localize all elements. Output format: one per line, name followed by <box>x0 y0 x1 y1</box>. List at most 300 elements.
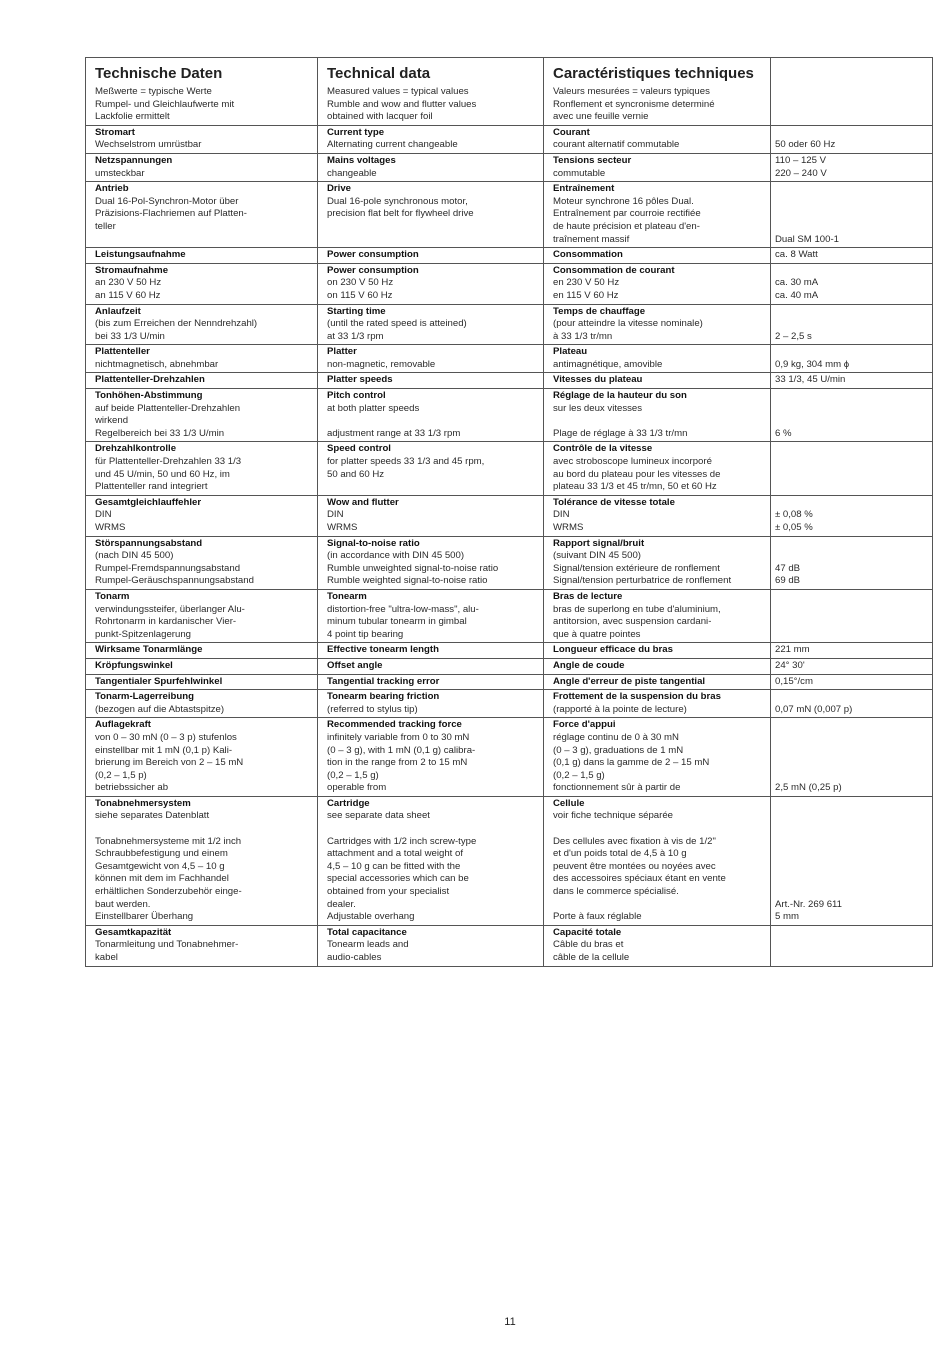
spec-title-fr: Angle d'erreur de piste tangential <box>553 675 706 687</box>
spec-value-cell <box>771 690 933 718</box>
spec-line-fr: Câble du bras et <box>553 939 624 951</box>
spec-line-fr: câble de la cellule <box>553 952 630 963</box>
spec-line-fr: réglage continu de 0 à 30 mN <box>553 731 679 743</box>
spec-value-cell <box>771 153 933 181</box>
spec-line-en: (referred to stylus tip) <box>327 703 418 715</box>
spec-value-cell <box>771 925 933 966</box>
spec-line-de: DIN <box>95 509 112 521</box>
spec-cell-de <box>86 796 318 925</box>
spec-row <box>86 495 933 536</box>
spec-value: ± 0,05 % <box>775 522 813 533</box>
spec-value: 2,5 mN (0,25 p) <box>775 782 842 794</box>
spec-line-fr: Porte à faux réglable <box>553 911 642 923</box>
spec-line-en: (in accordance with DIN 45 500) <box>327 550 465 562</box>
spec-line-en: DIN <box>327 509 344 521</box>
spec-line-en: minum tubular tonearm in gimbal <box>327 616 467 628</box>
spec-line-fr: en 115 V 60 Hz <box>553 289 619 301</box>
spec-line-en: changeable <box>327 167 377 179</box>
spec-title-de: Plattenteller-Drehzahlen <box>95 374 205 386</box>
spec-line-fr: (0,1 g) dans la gamme de 2 – 15 mN <box>553 757 710 769</box>
spec-value: ± 0,08 % <box>775 509 813 521</box>
spec-line-fr: (rapporté à la pointe de lecture) <box>553 703 687 715</box>
spec-line-de: siehe separates Datenblatt <box>95 810 210 822</box>
spec-title-fr: Réglage de la hauteur du son <box>553 390 687 402</box>
spec-cell-en <box>318 125 544 153</box>
spec-title-fr: Vitesses du plateau <box>553 374 643 386</box>
spec-line-de: Rumpel-Fremdspannungsabstand <box>95 562 241 574</box>
header-note-en: Measured values = typical values <box>327 86 469 97</box>
spec-title-en: Starting time <box>327 305 386 317</box>
spec-line-de: an 230 V 50 Hz <box>95 277 162 289</box>
spec-line-en: Rumble unweighted signal-to-noise ratio <box>327 562 499 574</box>
spec-cell-en <box>318 536 544 589</box>
spec-line-de: Wechselstrom umrüstbar <box>95 139 202 151</box>
spec-line-de: bei 33 1/3 U/min <box>95 330 165 342</box>
spec-row <box>86 125 933 153</box>
spec-value: 0,15°/cm <box>775 675 813 687</box>
spec-line-fr: courant alternatif commutable <box>553 139 680 151</box>
spec-line-de: (bis zum Erreichen der Nenndrehzahl) <box>95 318 258 330</box>
spec-value: Art.-Nr. 269 611 <box>775 898 843 910</box>
spec-title-fr: Rapport signal/bruit <box>553 537 645 549</box>
spec-line-fr: plateau 33 1/3 et 45 tr/mn, 50 et 60 Hz <box>553 481 717 493</box>
spec-line-en: audio-cables <box>327 952 382 963</box>
spec-line-en: attachment and a total weight of <box>327 848 463 860</box>
spec-cell-de <box>86 182 318 248</box>
spec-value: 47 dB <box>775 562 801 574</box>
spec-line-fr: Moteur synchrone 16 pôles Dual. <box>553 195 694 207</box>
spec-value-cell <box>771 125 933 153</box>
spec-line-en: Adjustable overhang <box>327 911 415 923</box>
spec-line-fr: Signal/tension extérieure de ronflement <box>553 562 720 574</box>
spec-line-fr: peuvent être montées ou noyées avec <box>553 860 716 872</box>
spec-cell-de <box>86 248 318 264</box>
spec-line-en <box>327 823 540 836</box>
spec-value: 5 mm <box>775 911 799 923</box>
spec-title-en: Power consumption <box>327 264 419 276</box>
spec-title-de: Leistungsaufnahme <box>95 249 186 261</box>
spec-title-de: Störspannungsabstand <box>95 537 203 549</box>
spec-title-de: Wirksame Tonarmlänge <box>95 644 203 656</box>
spec-cell-en <box>318 442 544 495</box>
spec-value-cell <box>771 182 933 248</box>
spec-line-fr: Signal/tension perturbatrice de ronflement <box>553 575 732 587</box>
spec-line-en: WRMS <box>327 522 358 533</box>
spec-value-cell <box>771 248 933 264</box>
spec-row <box>86 389 933 442</box>
header-note-en: Rumble and wow and flutter values <box>327 98 477 110</box>
spec-line-fr: au bord du plateau pour les vitesses de <box>553 468 721 480</box>
spec-row <box>86 796 933 925</box>
spec-line-de: betriebssicher ab <box>95 782 169 794</box>
spec-value: 110 – 125 V <box>775 154 827 166</box>
spec-value: 220 – 240 V <box>775 167 827 179</box>
spec-value-cell <box>771 495 933 536</box>
spec-line-fr: antimagnétique, amovible <box>553 358 663 370</box>
spec-title-fr: Cellule <box>553 797 585 809</box>
spec-line-de: nichtmagnetisch, abnehmbar <box>95 358 219 370</box>
spec-title-de: Stromart <box>95 126 135 138</box>
header-note-de: Lackfolie ermittelt <box>95 111 170 123</box>
spec-line-de: an 115 V 60 Hz <box>95 289 161 301</box>
spec-line-fr: voir fiche technique séparée <box>553 810 673 822</box>
spec-line-fr: Plage de réglage à 33 1/3 tr/mn <box>553 427 688 439</box>
spec-line-de: Plattenteller rand integriert <box>95 481 208 493</box>
spec-title-fr: Frottement de la suspension du bras <box>553 691 721 703</box>
spec-cell-fr <box>544 925 771 966</box>
spec-cell-de <box>86 589 318 642</box>
spec-line-fr: traînement massif <box>553 233 630 245</box>
spec-line-de: umsteckbar <box>95 167 145 179</box>
spec-cell-de <box>86 153 318 181</box>
spec-row <box>86 643 933 659</box>
spec-line-de: Dual 16-Pol-Synchron-Motor über <box>95 195 239 207</box>
spec-line-fr: Des cellules avec fixation à vis de 1/2" <box>553 835 716 847</box>
spec-cell-en <box>318 153 544 181</box>
header-cell-value <box>771 58 933 126</box>
spec-title-de: Anlaufzeit <box>95 305 141 317</box>
spec-title-de: Kröpfungswinkel <box>95 659 173 671</box>
spec-line-fr: à 33 1/3 tr/mn <box>553 330 613 342</box>
spec-cell-de <box>86 304 318 345</box>
spec-line-fr: (0 – 3 g), graduations de 1 mN <box>553 744 684 756</box>
spec-row <box>86 925 933 966</box>
spec-line-fr: dans le commerce spécialisé. <box>553 886 679 898</box>
spec-value-cell <box>771 442 933 495</box>
spec-line-fr: commutable <box>553 167 606 179</box>
spec-line-en: for platter speeds 33 1/3 and 45 rpm, <box>327 456 485 468</box>
header-note-en: obtained with lacquer foil <box>327 111 433 123</box>
spec-value: 69 dB <box>775 575 801 587</box>
header-row <box>86 58 933 126</box>
spec-cell-en <box>318 589 544 642</box>
spec-title-en: Power consumption <box>327 249 419 261</box>
header-note-fr: avec une feuille vernie <box>553 111 649 123</box>
spec-line-fr: des accessoires spéciaux étant en vente <box>553 873 726 885</box>
spec-cell-fr <box>544 495 771 536</box>
spec-title-fr: Tensions secteur <box>553 154 632 166</box>
spec-cell-de <box>86 345 318 373</box>
spec-cell-de <box>86 925 318 966</box>
spec-line-en: (until the rated speed is atteined) <box>327 318 467 330</box>
spec-cell-fr <box>544 442 771 495</box>
spec-line-fr: DIN <box>553 509 570 521</box>
spec-line-fr: avec stroboscope lumineux incorporé <box>553 456 712 468</box>
spec-line-fr: sur les deux vitesses <box>553 402 643 414</box>
spec-line-de: einstellbar mit 1 mN (0,1 p) Kali- <box>95 744 233 756</box>
spec-title-de: Tonarm-Lagerreibung <box>95 691 194 703</box>
spec-cell-de <box>86 442 318 495</box>
spec-row <box>86 658 933 674</box>
spec-cell-en <box>318 658 544 674</box>
spec-cell-fr <box>544 643 771 659</box>
spec-cell-fr <box>544 182 771 248</box>
spec-line-en: non-magnetic, removable <box>327 358 436 370</box>
spec-cell-fr <box>544 690 771 718</box>
header-note-fr: Valeurs mesurées = valeurs typiques <box>553 86 710 97</box>
spec-line-fr <box>553 899 767 912</box>
header-cell-en <box>318 58 544 126</box>
spec-cell-en <box>318 796 544 925</box>
spec-value-cell <box>771 536 933 589</box>
spec-title-fr: Longueur efficace du bras <box>553 644 673 656</box>
spec-line-fr: en 230 V 50 Hz <box>553 277 620 289</box>
spec-line-fr: fonctionnement sûr à partir de <box>553 782 681 794</box>
spec-title-de: Tonarm <box>95 590 130 602</box>
spec-title-fr: Courant <box>553 126 590 138</box>
spec-cell-fr <box>544 718 771 797</box>
spec-title-en: Drive <box>327 183 351 195</box>
spec-line-fr <box>553 823 767 836</box>
spec-title-en: Cartridge <box>327 797 370 809</box>
spec-cell-en <box>318 643 544 659</box>
spec-line-en: adjustment range at 33 1/3 rpm <box>327 427 461 439</box>
spec-cell-en <box>318 495 544 536</box>
spec-cell-fr <box>544 796 771 925</box>
spec-cell-en <box>318 182 544 248</box>
spec-line-de: Einstellbarer Überhang <box>95 911 194 923</box>
column-title-de: Technische Daten <box>95 65 223 82</box>
spec-line-fr: (suivant DIN 45 500) <box>553 550 641 562</box>
spec-line-fr: de haute précision et plateau d'en- <box>553 220 700 232</box>
spec-line-en: distortion-free "ultra-low-mass", alu- <box>327 603 479 615</box>
spec-row <box>86 182 933 248</box>
spec-line-en <box>327 415 540 428</box>
spec-line-fr: (0,2 – 1,5 g) <box>553 769 605 781</box>
spec-line-de: Schraubbefestigung und einem <box>95 848 228 860</box>
spec-line-de: Tonabnehmersysteme mit 1/2 inch <box>95 835 242 847</box>
spec-value-cell <box>771 389 933 442</box>
spec-cell-fr <box>544 589 771 642</box>
spec-line-fr: Entraînement par courroie rectifiée <box>553 208 701 220</box>
spec-row <box>86 690 933 718</box>
spec-title-fr: Entraînement <box>553 183 615 195</box>
spec-title-de: Antrieb <box>95 183 129 195</box>
spec-value-cell <box>771 345 933 373</box>
spec-cell-en <box>318 389 544 442</box>
spec-value: 50 oder 60 Hz <box>775 139 836 151</box>
spec-title-en: Platter <box>327 346 357 358</box>
spec-title-en: Recommended tracking force <box>327 719 462 731</box>
spec-cell-en <box>318 690 544 718</box>
spec-title-de: Drehzahlkontrolle <box>95 443 177 455</box>
spec-line-en: precision flat belt for flywheel drive <box>327 208 474 220</box>
spec-title-en: Total capacitance <box>327 926 407 938</box>
header-note-de: Rumpel- und Gleichlaufwerte mit <box>95 98 235 110</box>
spec-value: 33 1/3, 45 U/min <box>775 374 846 386</box>
spec-cell-de <box>86 690 318 718</box>
spec-title-en: Offset angle <box>327 659 383 671</box>
spec-cell-de <box>86 536 318 589</box>
spec-value-cell <box>771 796 933 925</box>
column-title-fr: Caractéristiques techniques <box>553 65 754 82</box>
spec-cell-fr <box>544 248 771 264</box>
spec-line-en: infinitely variable from 0 to 30 mN <box>327 731 470 743</box>
header-cell-de <box>86 58 318 126</box>
spec-title-fr: Tolérance de vitesse totale <box>553 496 675 508</box>
spec-value: 6 % <box>775 427 792 439</box>
spec-line-de: verwindungssteifer, überlanger Alu- <box>95 603 245 615</box>
spec-line-de: Rohrtonarm in kardanischer Vier- <box>95 616 237 628</box>
spec-line-fr: et d'un poids total de 4,5 à 10 g <box>553 848 687 860</box>
spec-line-en: tion in the range from 2 to 15 mN <box>327 757 468 769</box>
spec-value: 24° 30' <box>775 659 805 671</box>
spec-cell-fr <box>544 125 771 153</box>
spec-line-en: (0 – 3 g), with 1 mN (0,1 g) calibra- <box>327 744 476 756</box>
spec-row <box>86 442 933 495</box>
spec-cell-en <box>318 263 544 304</box>
spec-row <box>86 718 933 797</box>
spec-cell-fr <box>544 674 771 690</box>
spec-line-de: WRMS <box>95 522 126 533</box>
spec-value-cell <box>771 674 933 690</box>
spec-table-body <box>86 58 933 967</box>
spec-title-fr: Force d'appui <box>553 719 616 731</box>
spec-line-de: auf beide Plattenteller-Drehzahlen <box>95 402 241 414</box>
spec-line-en: 4 point tip bearing <box>327 628 404 640</box>
spec-line-fr: que à quatre pointes <box>553 628 641 640</box>
spec-row <box>86 536 933 589</box>
spec-line-en: 50 and 60 Hz <box>327 468 385 480</box>
spec-title-en: Signal-to-noise ratio <box>327 537 420 549</box>
column-title-en: Technical data <box>327 65 431 82</box>
spec-title-en: Mains voltages <box>327 154 396 166</box>
spec-value: ca. 30 mA <box>775 277 819 289</box>
spec-line-en: on 115 V 60 Hz <box>327 289 393 301</box>
spec-title-de: Tonhöhen-Abstimmung <box>95 390 203 402</box>
spec-cell-de <box>86 125 318 153</box>
spec-title-de: Stromaufnahme <box>95 264 169 276</box>
spec-line-en: Dual 16-pole synchronous motor, <box>327 195 468 207</box>
spec-title-de: Gesamtkapazität <box>95 926 172 938</box>
spec-row <box>86 304 933 345</box>
spec-row <box>86 674 933 690</box>
spec-line-de: können mit dem im Fachhandel <box>95 873 229 885</box>
spec-line-en: Alternating current changeable <box>327 139 458 151</box>
spec-value-cell <box>771 718 933 797</box>
spec-line-de: erhältlichen Sonderzubehör einge- <box>95 886 242 898</box>
spec-title-en: Pitch control <box>327 390 386 402</box>
spec-cell-de <box>86 718 318 797</box>
spec-line-de: von 0 – 30 mN (0 – 3 p) stufenlos <box>95 731 237 743</box>
spec-title-en: Effective tonearm length <box>327 644 439 656</box>
spec-cell-de <box>86 389 318 442</box>
spec-value: ca. 40 mA <box>775 289 819 301</box>
spec-title-en: Speed control <box>327 443 391 455</box>
spec-row <box>86 345 933 373</box>
spec-line-de: kabel <box>95 952 118 963</box>
spec-value: ca. 8 Watt <box>775 249 818 261</box>
spec-cell-en <box>318 304 544 345</box>
spec-title-fr: Consommation <box>553 249 623 261</box>
spec-line-de: baut werden. <box>95 898 151 910</box>
spec-title-fr: Plateau <box>553 346 588 358</box>
spec-line-de: Rumpel-Geräuschspannungsabstand <box>95 575 254 587</box>
spec-title-fr: Capacité totale <box>553 926 622 938</box>
spec-value: 221 mm <box>775 644 810 656</box>
spec-cell-de <box>86 643 318 659</box>
spec-title-en: Platter speeds <box>327 374 393 386</box>
spec-cell-en <box>318 345 544 373</box>
spec-line-en: special accessories which can be <box>327 873 469 885</box>
spec-value-cell <box>771 643 933 659</box>
spec-cell-fr <box>544 658 771 674</box>
spec-cell-de <box>86 263 318 304</box>
spec-cell-en <box>318 674 544 690</box>
spec-line-de: wirkend <box>95 415 129 427</box>
spec-line-de <box>95 823 314 836</box>
spec-line-fr: bras de superlong en tube d'aluminium, <box>553 603 721 615</box>
spec-value: 0,07 mN (0,007 p) <box>775 703 853 715</box>
spec-line-en: Cartridges with 1/2 inch screw-type <box>327 835 477 847</box>
spec-cell-fr <box>544 389 771 442</box>
header-cell-fr <box>544 58 771 126</box>
spec-title-en: Wow and flutter <box>327 496 399 508</box>
spec-line-en: (0,2 – 1,5 g) <box>327 769 379 781</box>
spec-line-en: 4,5 – 10 g can be fitted with the <box>327 860 461 872</box>
spec-line-en: at 33 1/3 rpm <box>327 330 384 342</box>
spec-line-de: punkt-Spitzenlagerung <box>95 628 192 640</box>
spec-cell-fr <box>544 536 771 589</box>
spec-cell-de <box>86 373 318 389</box>
spec-cell-en <box>318 925 544 966</box>
spec-cell-de <box>86 658 318 674</box>
spec-value: 2 – 2,5 s <box>775 330 812 342</box>
spec-cell-fr <box>544 345 771 373</box>
spec-value-cell <box>771 304 933 345</box>
spec-line-en: dealer. <box>327 898 356 910</box>
spec-cell-en <box>318 718 544 797</box>
spec-cell-fr <box>544 373 771 389</box>
spec-value-cell <box>771 263 933 304</box>
spec-title-fr: Angle de coude <box>553 659 625 671</box>
spec-line-en: on 230 V 50 Hz <box>327 277 394 289</box>
spec-line-de: Regelbereich bei 33 1/3 U/min <box>95 427 225 439</box>
spec-row <box>86 153 933 181</box>
spec-line-de: und 45 U/min, 50 und 60 Hz, im <box>95 468 230 480</box>
spec-value-cell <box>771 589 933 642</box>
spec-line-de: (nach DIN 45 500) <box>95 550 174 562</box>
page-number: 11 <box>504 1316 516 1328</box>
spec-row <box>86 248 933 264</box>
spec-value-cell <box>771 373 933 389</box>
spec-title-en: Tangential tracking error <box>327 675 440 687</box>
spec-table <box>85 57 933 967</box>
spec-title-de: Tonabnehmersystem <box>95 797 191 809</box>
spec-row <box>86 589 933 642</box>
spec-title-en: Current type <box>327 126 385 138</box>
spec-line-en: operable from <box>327 782 387 794</box>
spec-line-fr: (pour atteindre la vitesse nominale) <box>553 318 703 330</box>
spec-line-de: (bezogen auf die Abtastspitze) <box>95 703 225 715</box>
spec-title-de: Netzspannungen <box>95 154 173 166</box>
spec-row <box>86 373 933 389</box>
spec-line-fr <box>553 415 767 428</box>
spec-cell-de <box>86 674 318 690</box>
spec-row <box>86 263 933 304</box>
spec-line-de: Tonarmleitung und Tonabnehmer- <box>95 939 239 951</box>
spec-title-en: Tonearm bearing friction <box>327 691 440 703</box>
spec-title-fr: Consommation de courant <box>553 264 675 276</box>
spec-title-fr: Contrôle de la vitesse <box>553 443 653 455</box>
spec-cell-en <box>318 373 544 389</box>
spec-line-de: brierung im Bereich von 2 – 15 mN <box>95 757 244 769</box>
spec-line-de: Gesamtgewicht von 4,5 – 10 g <box>95 860 225 872</box>
spec-value: Dual SM 100-1 <box>775 233 839 245</box>
spec-line-de: teller <box>95 220 116 232</box>
spec-value: 0,9 kg, 304 mm ϕ <box>775 358 850 370</box>
header-note-fr: Ronflement et syncronisme determiné <box>553 98 715 110</box>
